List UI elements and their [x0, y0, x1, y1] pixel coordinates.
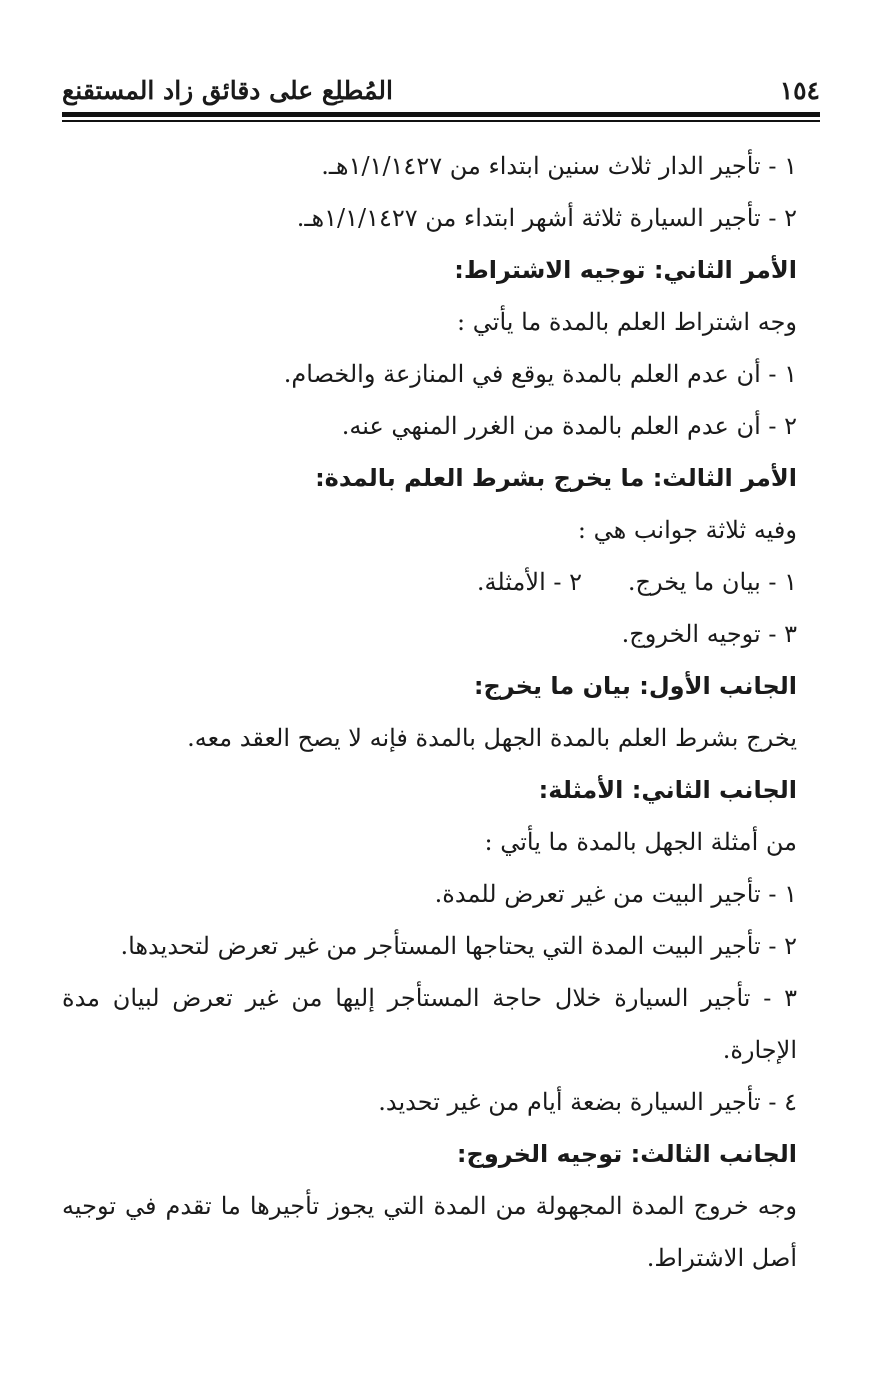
list-item: ٢ - تأجير السيارة ثلاثة أشهر ابتداء من ١/١/١٤٢٧هـ. [296, 204, 797, 232]
paragraph: يخرج بشرط العلم بالمدة الجهل بالمدة فإنه لا يصح العقد معه. [187, 724, 797, 752]
list-item: ٢ - تأجير البيت المدة التي يحتاجها المستأجر من غير تعرض لتحديدها. [120, 932, 797, 960]
list-item: ٣ - تأجير السيارة خلال حاجة المستأجر إليها من غير تعرض لبيان مدة الإجارة. [62, 984, 797, 1064]
list-item: ١ - تأجير البيت من غير تعرض للمدة. [434, 880, 797, 908]
section-heading: الجانب الثاني: الأمثلة: [538, 776, 797, 804]
list-item: ١ - بيان ما يخرج. [627, 568, 797, 596]
paragraph: وجه اشتراط العلم بالمدة ما يأتي : [457, 308, 797, 336]
section-heading: الجانب الثالث: توجيه الخروج: [456, 1140, 797, 1168]
paragraph: من أمثلة الجهل بالمدة ما يأتي : [484, 828, 797, 856]
section-heading: الأمر الثاني: توجيه الاشتراط: [454, 256, 797, 284]
list-row [62, 556, 797, 608]
section-heading: الأمر الثالث: ما يخرج بشرط العلم بالمدة: [315, 464, 797, 492]
running-title: المُطلِع على دقائق زاد المستقنع [62, 76, 393, 105]
header-rule-thick [62, 112, 820, 117]
list-item: ٢ - أن عدم العلم بالمدة من الغرر المنهي عنه. [341, 412, 797, 440]
paragraph: وجه خروج المدة المجهولة من المدة التي يجوز تأجيرها ما تقدم في توجيه أصل الاشتراط. [62, 1192, 797, 1272]
page-header [62, 70, 820, 110]
page-body [62, 140, 797, 1284]
list-item: ١ - تأجير الدار ثلاث سنين ابتداء من ١/١/١٤٢٧هـ. [321, 152, 797, 180]
list-item: ١ - أن عدم العلم بالمدة يوقع في المنازعة والخصام. [283, 360, 797, 388]
page-number: ١٥٤ [779, 76, 820, 105]
paragraph: وفيه ثلاثة جوانب هي : [577, 516, 797, 544]
section-heading: الجانب الأول: بيان ما يخرج: [473, 672, 797, 700]
list-item: ٢ - الأمثلة. [476, 568, 582, 596]
list-item: ٣ - توجيه الخروج. [621, 620, 797, 648]
header-rule-thin [62, 120, 820, 122]
list-item: ٤ - تأجير السيارة بضعة أيام من غير تحديد. [378, 1088, 797, 1116]
